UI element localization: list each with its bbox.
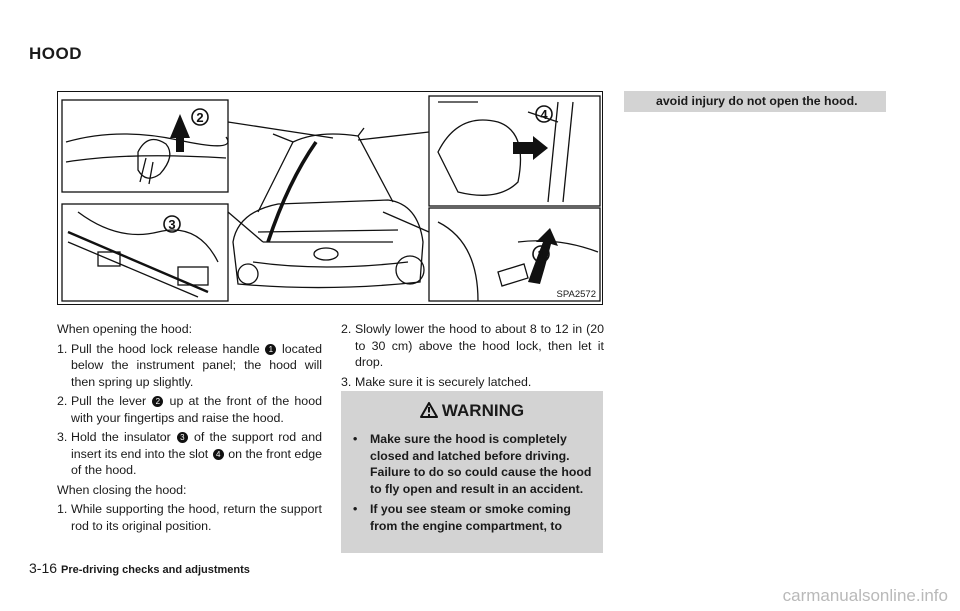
warning-item-text: If you see steam or smoke coming from the engine compartment, to [370,502,571,533]
step-text-c: on the front edge of the hood. [71,446,322,477]
opening-intro: When opening the hood: [57,322,193,336]
opening-instructions [57,321,322,537]
warning-continued-text: avoid injury do not open the hood. [656,94,858,108]
page-number: 3-16 [29,560,58,576]
hood-diagram [58,92,604,306]
bullet: • [353,502,358,516]
closing-step [341,321,604,371]
warning-triangle-icon [420,402,438,418]
closing-instructions [341,321,604,393]
warning-item [353,501,593,534]
step-text-a: Pull the hood lock release handle [71,341,260,356]
watermark: carmanualsonline.info [782,586,948,605]
step-text-b: located below the instrument panel; the hood will then spring up slightly. [71,341,322,389]
step-number: 2. [57,394,68,408]
closing-step [341,374,604,391]
warning-title: WARNING [441,401,525,420]
opening-step [57,393,322,426]
step-number: 2. [341,322,352,336]
step-text: While supporting the hood, return the support rod to its original position. [71,502,322,533]
warning-continued [624,91,886,112]
chapter-title: Pre-driving checks and adjustments [61,564,250,576]
step-text: Make sure it is securely latched. [355,374,532,389]
step-text [71,429,322,479]
warning-box [341,391,603,553]
step-number: 1. [57,502,68,516]
step-text-b: up at the front of the hood with your fingertips and raise the hood. [71,394,322,425]
callout-1: 1 [537,247,545,262]
callout-3: 3 [168,217,176,232]
step-number: 3. [57,430,68,444]
step-text-b: of the support rod and insert its end into the slot [71,430,322,461]
callout-4: 4 [540,107,548,122]
step-number: 3. [341,374,352,389]
figure-code: SPA2572 [556,289,596,300]
warning-heading [341,401,603,421]
hood-illustration [57,91,603,305]
callout-1-icon: 1 [265,344,276,355]
step-number: 1. [57,341,68,356]
page-footer [29,560,250,576]
warning-item-text: Make sure the hood is completely closed and latched before driving. Failure to do so could cause the hood to fly open and result in an accident. [370,432,592,496]
section-title: HOOD [29,44,82,63]
callout-2: 2 [196,110,204,125]
bullet: • [353,432,358,446]
closing-intro: When closing the hood: [57,482,187,497]
opening-step [57,341,322,391]
warning-list [353,431,593,538]
step-text-a: Hold the insulator [71,430,171,444]
step-text-a: Pull the lever [71,394,147,408]
closing-step [57,501,322,534]
warning-item [353,431,593,497]
opening-step [57,429,322,479]
step-text [71,341,322,391]
panel-release-handle [429,208,600,301]
step-text [71,393,322,426]
step-text: Slowly lower the hood to about 8 to 12 in (20 to 30 cm) above the hood lock, then let it drop. [355,322,604,369]
callout-4-icon: 4 [213,449,224,460]
callout-2-icon: 2 [152,396,163,407]
callout-3-icon: 3 [177,432,188,443]
